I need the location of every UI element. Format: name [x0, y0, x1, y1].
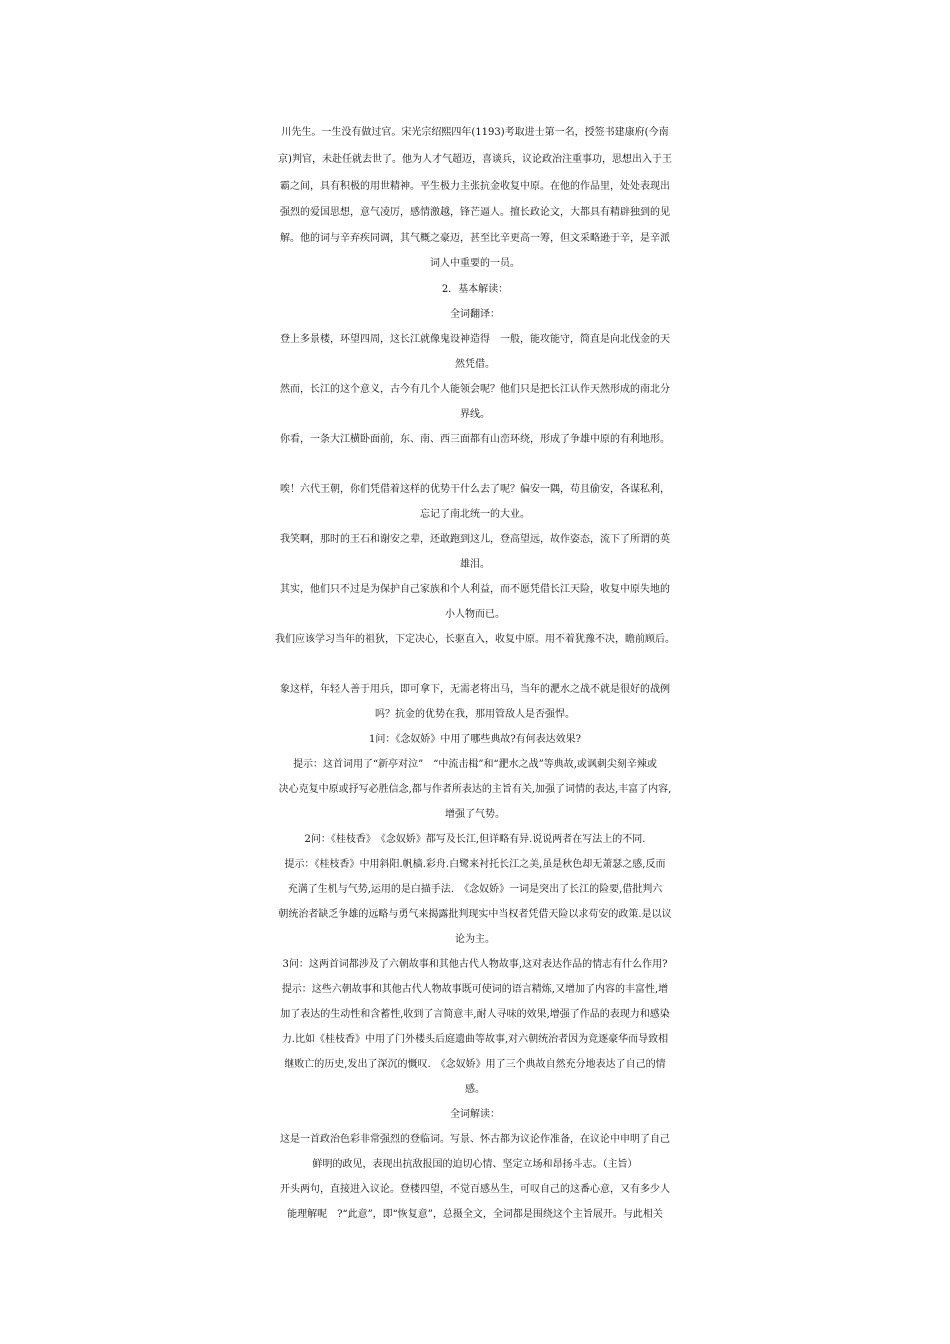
intro-line: 词人中重要的一员。 [430, 258, 520, 269]
translation-line: 登上多景楼，环望四周，这长江就像鬼设神造得 一般，能攻能守，简直是向北伐金的天 [280, 334, 670, 345]
hint-line: 朝统治者缺乏争雄的远略与勇气来揭露批判现实中当权者凭借天险以求苟安的政策.是以议 [278, 909, 672, 920]
translation-line: 小人物而已。 [445, 609, 505, 620]
section-heading: 2．基本解读： [441, 284, 509, 295]
hint-line: 提示：《桂枝香》中用斜阳.帆樯.彩舟.白鹭来衬托长江之美,虽是秋色却无萧瑟之感,反而 [284, 859, 666, 870]
translation-line: 唉！六代王朝，你们凭借着这样的优势干什么去了呢？偏安一隅，苟且偷安，各谋私利， [280, 484, 670, 495]
interpretation-line: 鲜明的政见，表现出抗敌报国的迫切心情、坚定立场和昂扬斗志。（主旨） [312, 1159, 638, 1170]
translation-line: 界线。 [460, 409, 490, 420]
translation-line: 忘记了南北统一的大业。 [420, 509, 530, 520]
translation-line: 你看，一条大江横卧面前，东、南、西三面都有山峦环绕，形成了争雄中原的有利地形。 [280, 434, 670, 445]
translation-line: 然而，长江的这个意义，古今有几个人能领会呢？他们只是把长江认作天然形成的南北分 [280, 384, 670, 395]
translation-line: 我们应该学习当年的祖狄，下定决心，长驱直入，收复中原。用不着犹豫不决，瞻前顾后。 [275, 634, 675, 645]
hint-line: 提示：这些六朝故事和其他古代人物故事既可使词的语言精炼,又增加了内容的丰富性,增 [281, 984, 669, 995]
hint-line: 感。 [465, 1084, 485, 1095]
intro-line: 强烈的爱国思想，意气凌厉，感情激越，锋芒逼人。擅长政论文，大都具有精辟独到的见 [280, 207, 670, 218]
translation-line: 其实，他们只不过是为保护自己家族和个人利益，而不愿凭借长江天险，收复中原失地的 [280, 584, 670, 595]
intro-line: 霸之间，具有积极的用世精神。平生极力主张抗金收复中原。在他的作品里，处处表现出 [280, 181, 670, 192]
hint-line: 加了表达的生动性和含蓄性,收到了言简意丰,耐人寻味的效果,增强了作品的表现力和感染 [280, 1009, 670, 1020]
interpretation-heading: 全词解读： [450, 1109, 500, 1120]
hint-line: 力.比如《桂枝香》中用了门外楼头后庭遗曲等故事,对六朝统治者因为竞逐豪华而导致相 [281, 1034, 669, 1045]
translation-line: 我笑啊，那时的王石和谢安之辈，还敢跑到这儿，登高望远，故作姿态，流下了所谓的英 [280, 534, 670, 545]
intro-line: 川先生。一生没有做过官。宋光宗绍熙四年(1193)考取进士第一名，授签书建康府(今南 [281, 127, 669, 138]
hint-line: 继败亡的历史,发出了深沉的慨叹. 《念奴娇》用了三个典故自然充分地表达了自己的情 [284, 1059, 666, 1070]
translation-line: 雄泪。 [460, 559, 490, 570]
hint-line: 增强了气势。 [445, 809, 505, 820]
translation-line: 象这样，年轻人善于用兵，即可拿下，无需老将出马，当年的淝水之战不就是很好的战例 [280, 684, 670, 695]
intro-line: 解。他的词与辛弃疾同调，其气概之豪迈，甚至比辛更高一筹，但文采略逊于辛，是辛派 [280, 233, 670, 244]
translation-line: 然凭借。 [455, 359, 495, 370]
translation-heading: 全词翻译： [450, 309, 500, 320]
interpretation-line: 能理解呢 ?“此意”，即“恢复意”，总摄全文，全词都是围绕这个主旨展开。与此相关 [287, 1209, 663, 1220]
hint-line: 决心克复中原或抒写必胜信念,都与作者所表达的主旨有关,加强了词情的表达,丰富了内容, [278, 784, 672, 795]
translation-line: 吗？抗金的优势在我，那用管敌人是否强悍。 [375, 709, 575, 720]
interpretation-line: 这是一首政治色彩非常强烈的登临词。写景、怀古都为议论作准备，在议论中申明了自己 [280, 1134, 670, 1145]
question-1: 1问：《念奴娇》中用了哪些典故?有何表达效果? [368, 734, 582, 745]
question-3: 3问：这两首词都涉及了六朝故事和其他古代人物故事,这对表达作品的情志有什么作用? [282, 959, 668, 970]
interpretation-line: 开头两句，直接进入议论。登楼四望，不觉百感丛生，可叹自己的这番心意，又有多少人 [280, 1184, 670, 1195]
hint-line: 充满了生机与气势,运用的是白描手法. 《念奴娇》一词是突出了长江的险要,借批判六 [287, 884, 663, 895]
intro-line: 京)判官，未赴任就去世了。他为人才气超迈，喜谈兵，议论政治注重事功，思想出入于王 [278, 154, 672, 165]
hint-line: 论为主。 [455, 934, 495, 945]
hint-line: 提示：这首词用了“新亭对泣” “中流击楫”和“淝水之战”等典故,或讽刺尖刻辛辣或 [293, 759, 657, 770]
question-2: 2问：《桂枝香》 《念奴娇》都写及长江,但详略有异.说说两者在写法上的不同. [304, 834, 646, 845]
